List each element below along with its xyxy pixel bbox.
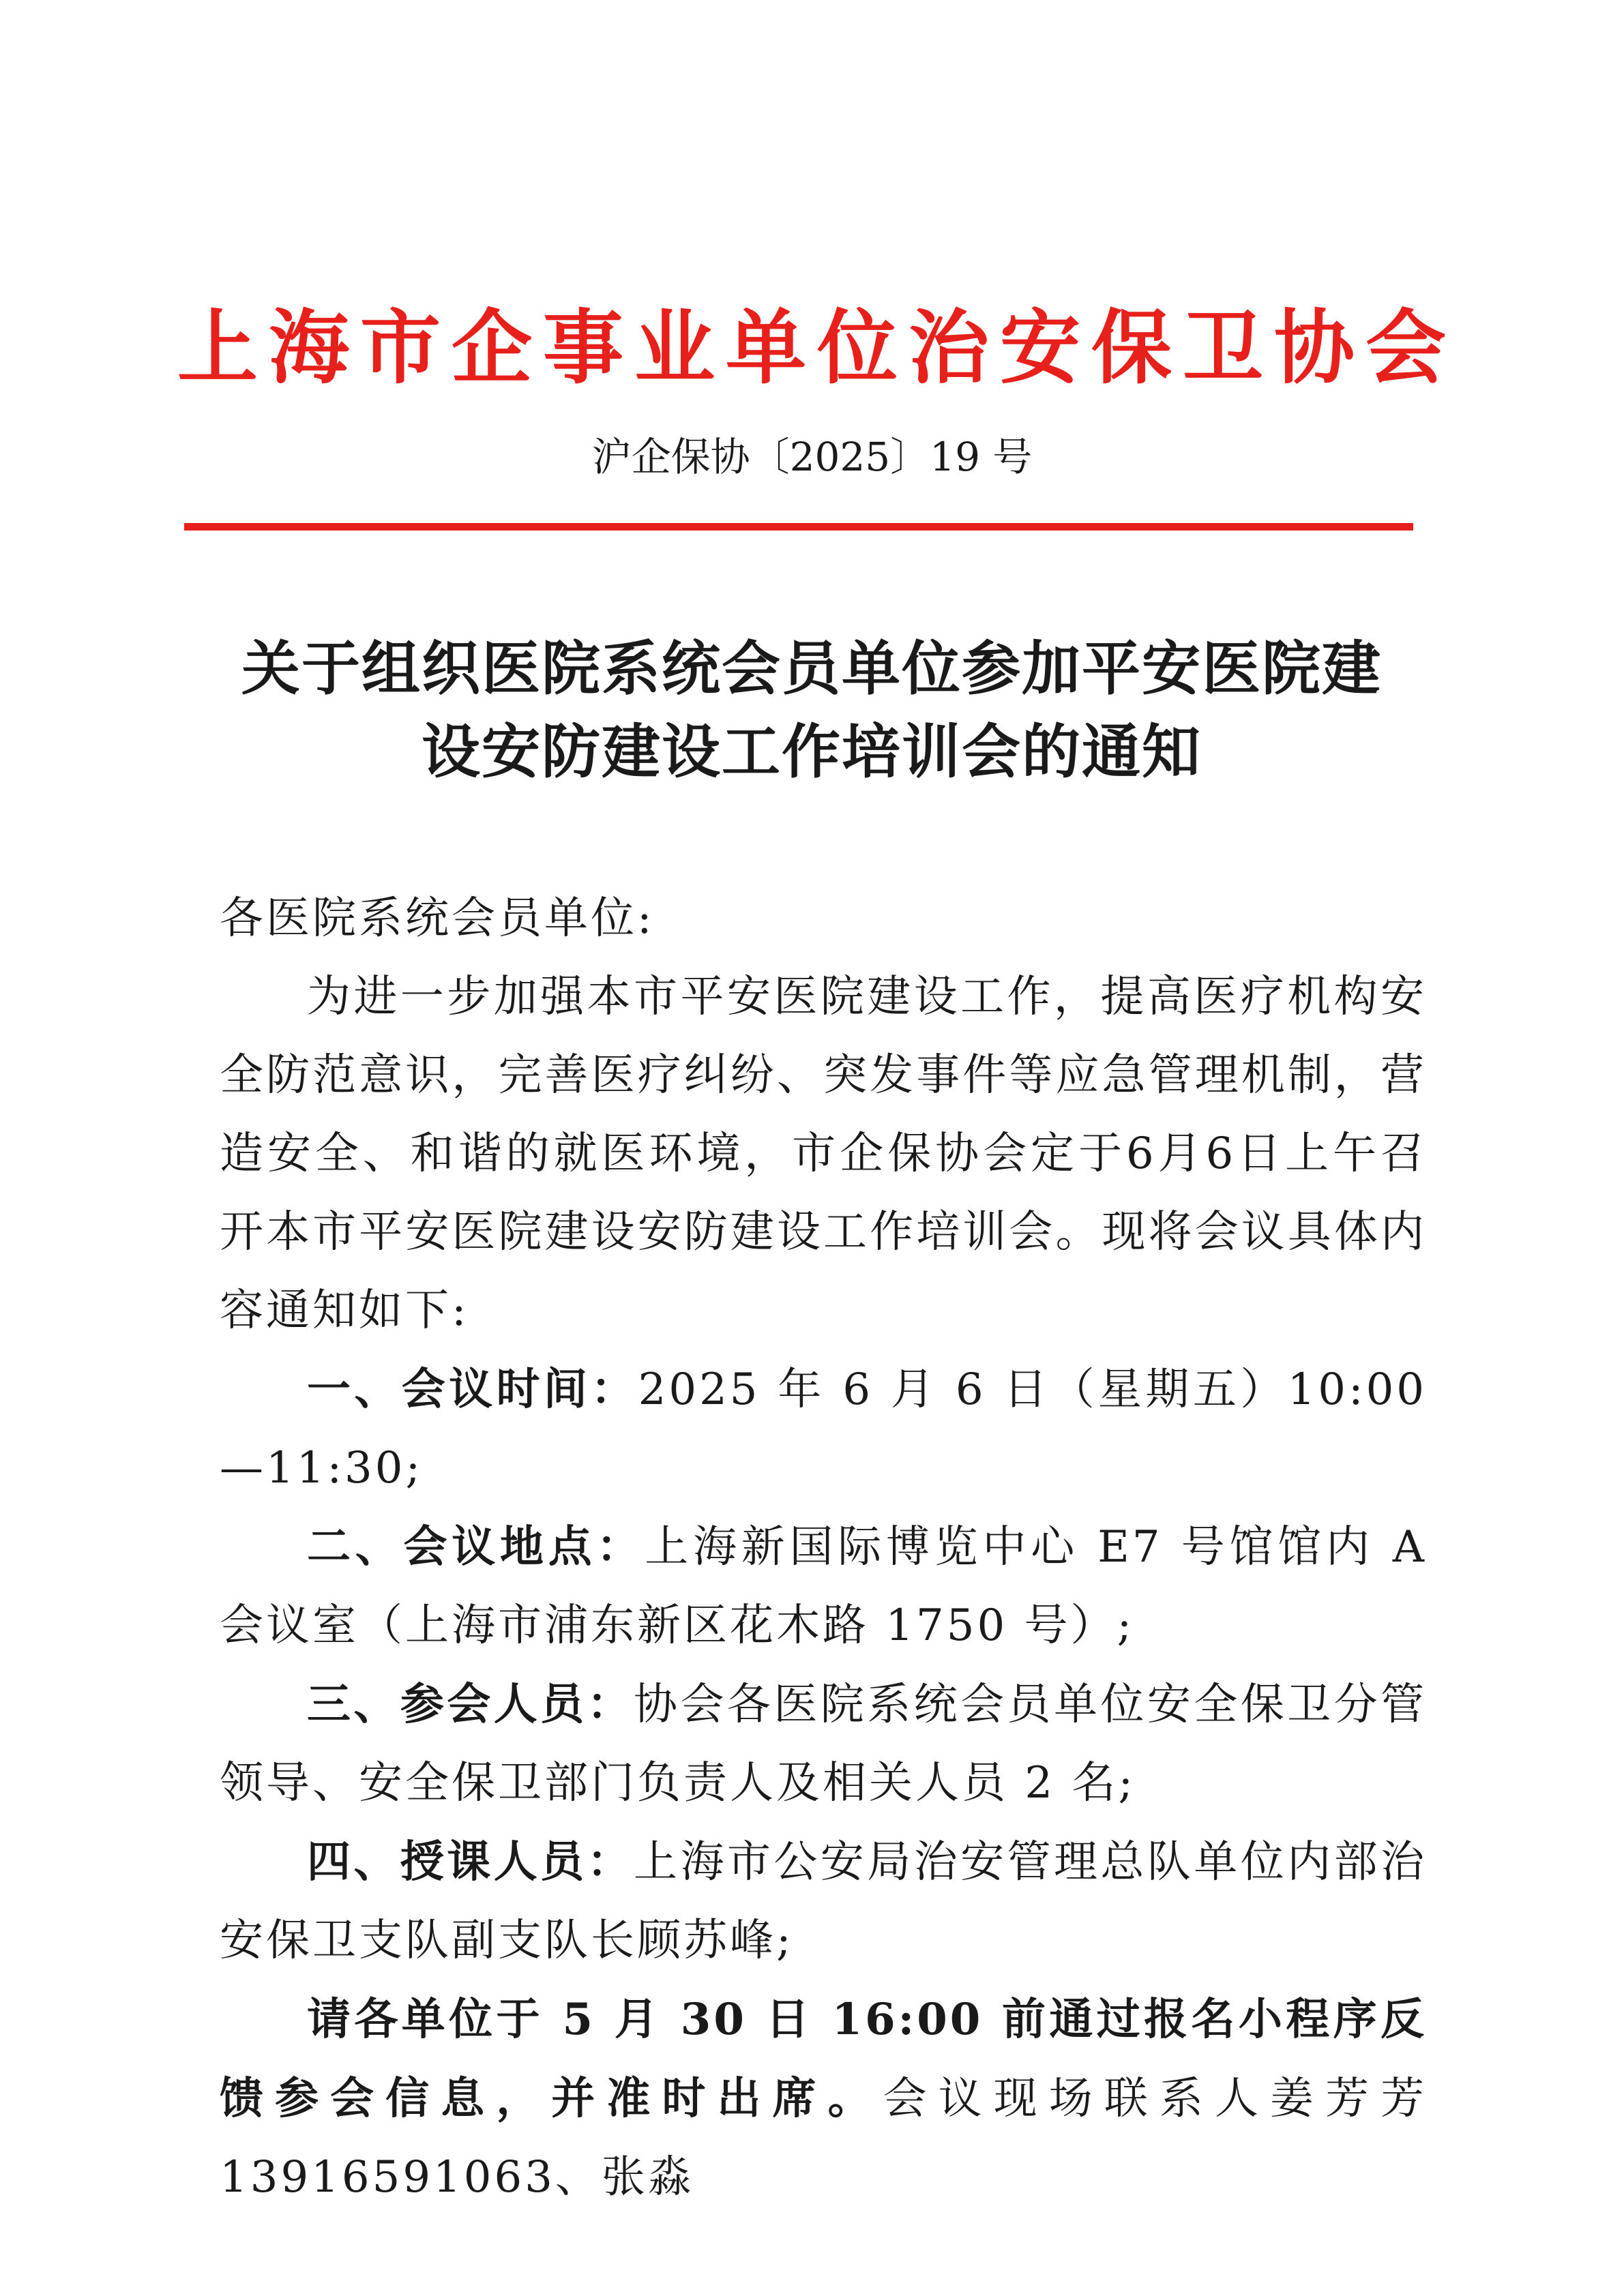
closing-bold-text: 请各单位于 5 月 30 日 16:00 前通过报名小程序反馈参会信息，并准时出席。 — [220, 1994, 1427, 2124]
notice-title-line2: 设安防建设工作培训会的通知 — [422, 717, 1202, 786]
item-text: 2025 年 6 月 6 日（星期五）10:00—11:30; — [220, 1365, 1428, 1493]
closing-contact-text: 会议现场联系人姜芳芳 13916591063、张淼 — [220, 2074, 1428, 2203]
item-meeting-location — [220, 1508, 1427, 1665]
closing-paragraph — [220, 1980, 1427, 2217]
item-label: 一、会议时间： — [307, 1364, 638, 1415]
notice-body — [220, 880, 1427, 2217]
item-attendees — [220, 1665, 1427, 1823]
salutation: 各医院系统会员单位: — [220, 893, 655, 944]
item-label: 二、会议地点： — [307, 1521, 645, 1572]
item-lecturer — [220, 1823, 1427, 1980]
item-text: 上海新国际博览中心 E7 号馆馆内 A 会议室（上海市浦东新区花木路 1750 号）; — [220, 1522, 1428, 1651]
item-meeting-time — [220, 1350, 1427, 1508]
document-number: 沪企保协〔2025〕19 号 — [591, 434, 1033, 480]
notice-title — [205, 627, 1419, 794]
item-text: 协会各医院系统会员单位安全保卫分管领导、安全保卫部门负责人及相关人员 2 名; — [220, 1680, 1428, 1808]
item-label: 三、参会人员： — [307, 1679, 634, 1730]
intro-paragraph: 为进一步加强本市平安医院建设工作，提高医疗机构安全防范意识，完善医疗纠纷、突发事件等应急管理机制，营造安全、和谐的就医环境，市企保协会定于6月6日上午召开本市平安医院建设安防建设工作培训会。现将会议具体内容通知如下: — [220, 972, 1427, 1336]
item-text: 上海市公安局治安管理总队单位内部治安保卫支队副支队长顾苏峰; — [220, 1837, 1428, 1966]
red-divider-line — [184, 523, 1413, 531]
notice-title-line1: 关于组织医院系统会员单位参加平安医院建 — [241, 634, 1382, 703]
item-label: 四、授课人员： — [307, 1836, 634, 1888]
org-name-header: 上海市企事业单位治安保卫协会 — [177, 300, 1458, 395]
